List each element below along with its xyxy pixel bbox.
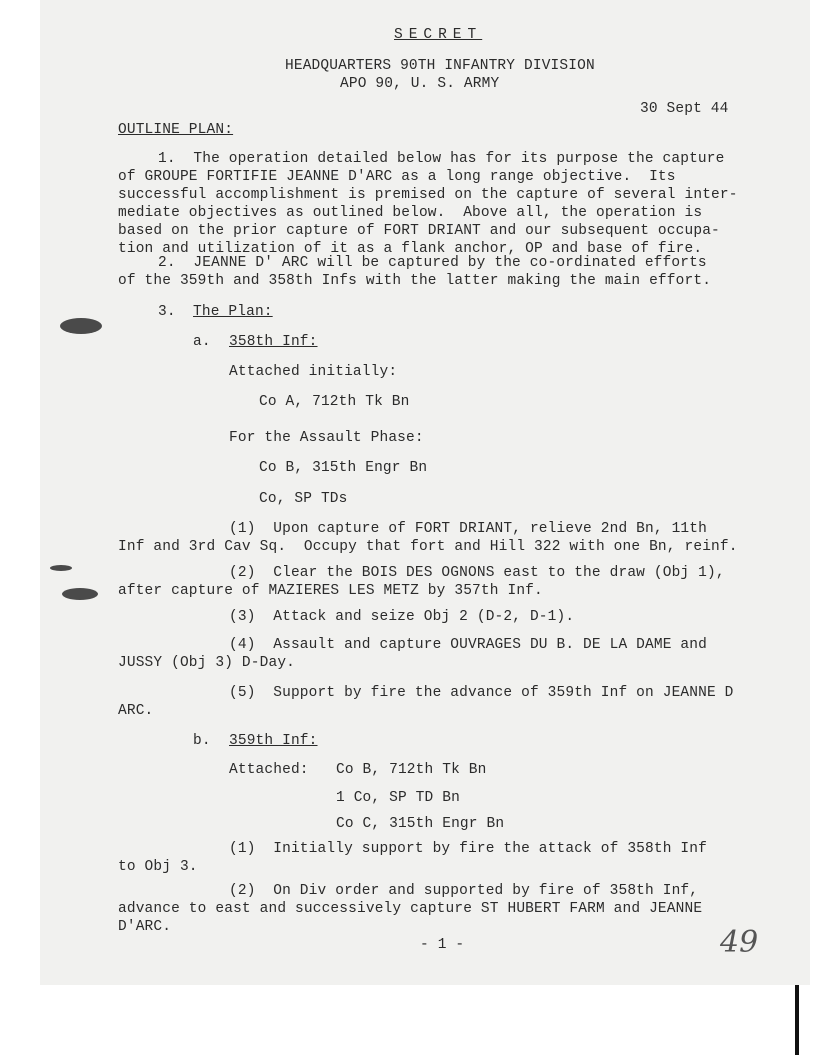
page-number: - 1 - [420, 937, 465, 953]
assault-item: Co, SP TDs [259, 491, 348, 507]
section-a-unit: 358th Inf: [229, 334, 318, 350]
address-heading: APO 90, U. S. ARMY [340, 76, 500, 92]
assault-item: Co B, 315th Engr Bn [259, 460, 428, 476]
para1-line: 1. The operation detailed below has for its purpose the capture [158, 151, 725, 167]
section-a-task-line: (2) Clear the BOIS DES OGNONS east to the draw (Obj 1), [229, 565, 725, 581]
section-b-task-line: advance to east and successively capture ST HUBERT FARM and JEANNE [118, 901, 703, 917]
para1-line: of GROUPE FORTIFIE JEANNE D'ARC as a long range objective. Its [118, 169, 676, 185]
attached-initially-label: Attached initially: [229, 364, 398, 380]
scan-edge-bar [795, 985, 799, 1055]
para1-line: tion and utilization of it as a flank anchor, OP and base of fire. [118, 241, 703, 257]
plan-number: 3. [158, 304, 176, 320]
handwritten-page-number: 49 [720, 925, 759, 960]
plan-heading: The Plan: [193, 304, 273, 320]
para2-line: of the 359th and 358th Infs with the latter making the main effort. [118, 273, 712, 289]
document-page [40, 0, 810, 985]
section-b-unit: 359th Inf: [229, 733, 318, 749]
section-a-task-line: (4) Assault and capture OUVRAGES DU B. DE LA DAME and [229, 637, 707, 653]
section-a-task-line: JUSSY (Obj 3) D-Day. [118, 655, 296, 671]
attached-item: Co A, 712th Tk Bn [259, 394, 410, 410]
scan-blot-mark [62, 588, 98, 600]
section-b-task-line: D'ARC. [118, 919, 172, 935]
section-b-task-line: to Obj 3. [118, 859, 198, 875]
para1-line: mediate objectives as outlined below. Above all, the operation is [118, 205, 703, 221]
para2-line: 2. JEANNE D' ARC will be captured by the co-ordinated efforts [158, 255, 707, 271]
section-a-task-line: (3) Attack and seize Obj 2 (D-2, D-1). [229, 609, 575, 625]
attached-item: Co C, 315th Engr Bn [336, 816, 505, 832]
document-date: 30 Sept 44 [640, 101, 729, 117]
section-a-task-line: ARC. [118, 703, 154, 719]
para1-line: successful accomplishment is premised on the capture of several inter- [118, 187, 738, 203]
section-a-task-line: (5) Support by fire the advance of 359th Inf on JEANNE D [229, 685, 734, 701]
document-title: OUTLINE PLAN: [118, 122, 234, 138]
section-b-task-line: (2) On Div order and supported by fire of 358th Inf, [229, 883, 699, 899]
scan-blot-mark [50, 565, 72, 571]
section-a-task-line: Inf and 3rd Cav Sq. Occupy that fort and Hill 322 with one Bn, reinf. [118, 539, 738, 555]
attached-item: Co B, 712th Tk Bn [336, 762, 487, 778]
section-a-task-line: after capture of MAZIERES LES METZ by 357th Inf. [118, 583, 543, 599]
classification-marking: SECRET [394, 27, 483, 43]
section-b-letter: b. [193, 733, 211, 749]
unit-heading: HEADQUARTERS 90TH INFANTRY DIVISION [285, 58, 595, 74]
assault-phase-label: For the Assault Phase: [229, 430, 424, 446]
para1-line: based on the prior capture of FORT DRIANT and our subsequent occupa- [118, 223, 720, 239]
scan-blot-mark [60, 318, 102, 334]
section-a-task-line: (1) Upon capture of FORT DRIANT, relieve 2nd Bn, 11th [229, 521, 707, 537]
section-b-task-line: (1) Initially support by fire the attack of 358th Inf [229, 841, 707, 857]
attached-item: 1 Co, SP TD Bn [336, 790, 460, 806]
attached-label: Attached: [229, 762, 309, 778]
section-a-letter: a. [193, 334, 211, 350]
